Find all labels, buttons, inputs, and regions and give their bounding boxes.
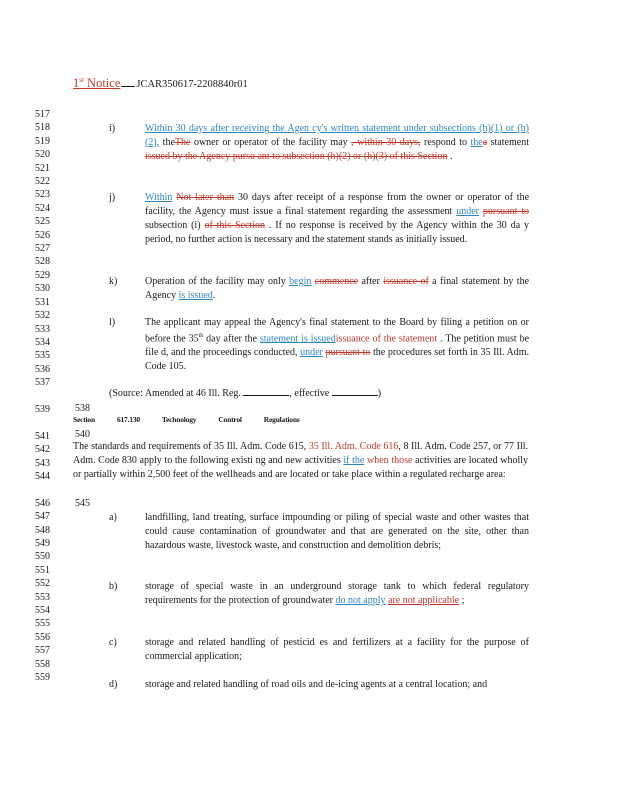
line-number: 519 xyxy=(35,135,50,147)
section-paragraph: The standards and requirements of 35 Ill. Adm. Code 615, 35 Ill. Adm. Code 616, 8 Ill. Adm. Code 257, or 77 Ill. Adm. Code 830 apply to the following existi ng and new activities if the when those activities are located wholly or partially within 2,500 feet of the wellheads and are located or take place within a regulated recharge area: xyxy=(73,441,528,480)
line-number: 530 xyxy=(35,283,50,295)
item-text: Within Not later than 30 days after receipt of a response from the owner or operator of the facility, the Agency must issue a final statement regarding the assessment under pursuant to subsection (i) of this Section . If no response is received by the Agency within the 30 da y period, no further action is necessary and the statement stands as initially issued. xyxy=(145,192,530,245)
blank-line xyxy=(243,386,289,396)
line-number xyxy=(35,390,50,403)
line-number: 554 xyxy=(35,605,50,617)
line-number: 521 xyxy=(35,162,50,174)
item-label: a) xyxy=(109,512,117,523)
item-text: The applicant may appeal the Agency's final statement to the Board by filing a petition on or before the 35th day after the statement is issuedissuance of the statement . The petition must be file d, and the proceedings conducted, under pursuant to the procedures set forth in 35 Ill. Adm. Code 105. xyxy=(145,317,530,373)
item-text: storage of special waste in an underground storage tank to which federal regulatory requirements for the protection of groundwater do not apply are not applicable ; xyxy=(145,581,529,606)
item-label: b) xyxy=(109,581,118,592)
item-label: c) xyxy=(109,637,117,648)
notice-label: 1st Notice xyxy=(73,76,121,91)
line-number: 525 xyxy=(35,216,50,228)
line-number xyxy=(35,416,50,429)
line-number: 543 xyxy=(35,457,50,469)
item-text: landfilling, land treating, surface impounding or piling of special waste and other wastes that could cause contamination of groundwater and that are generated on the site, other than hazardous waste, livestock waste, and construction and demolition debris; xyxy=(145,512,529,551)
line-number: 555 xyxy=(35,618,50,630)
line-number: 551 xyxy=(35,564,50,576)
line-number: 552 xyxy=(35,578,50,590)
line-number: 518 xyxy=(35,122,50,134)
line-number: 546 xyxy=(35,497,50,509)
line-number: 532 xyxy=(35,310,50,322)
item-text: Operation of the facility may only begin commence after issuance of a final statement by the Agency is issued. xyxy=(145,276,530,301)
item-label: l) xyxy=(109,317,116,328)
line-number: 549 xyxy=(35,538,50,549)
blank-line xyxy=(332,386,378,396)
line-number: 548 xyxy=(35,524,50,536)
line-number: 558 xyxy=(35,658,50,670)
line-numbers xyxy=(35,108,50,684)
line-number: 523 xyxy=(35,189,50,201)
line-number: 526 xyxy=(35,229,50,241)
line-number: 536 xyxy=(35,363,50,375)
line-number: 528 xyxy=(35,256,50,268)
line-number: 522 xyxy=(35,176,50,188)
document-code: JCAR350617-2208840r01 xyxy=(136,79,248,91)
item-text: storage and related handling of pesticid es and fertilizers at a facility for the purpose of commercial application; xyxy=(145,637,529,662)
line-number: 556 xyxy=(35,631,50,643)
item-label: j) xyxy=(109,192,116,203)
line-number: 544 xyxy=(35,470,50,482)
item-label: k) xyxy=(109,276,118,287)
line-number: 559 xyxy=(35,672,50,684)
line-number: 547 xyxy=(35,511,50,523)
line-number: 524 xyxy=(35,202,50,214)
line-number: 520 xyxy=(35,149,50,161)
line-number: 557 xyxy=(35,645,50,657)
line-number: 541 xyxy=(35,430,50,442)
line-number: 550 xyxy=(35,551,50,563)
line-number xyxy=(35,483,50,496)
document-page: 1st Notice JCAR350617-2208840r01 517 518 519 520 521 522 523 524 525 526 527 528 529 530 531 532 533 534 535 536 537 539 541 542 543 544 546 547 548 549 550 551 552 553 554 555 556 557 558 559 i) Within 30 days after receiving the Agen cy's written statement under subsections (h)(1) or (h)(2), theThe owner or operator of the facility may , within 30 days, respond to thea statement issued by the Agency pursu ant to subsection (h)(2) or (h)(3) of this Section . j) Within Not later than 30 days after receipt of a response from the owner or operator of the facility, the Agency must issue a final statement regarding the assessment under pursuant to subsection (i) of this Section . If no response is received by the Agency within the 30 da y period, no further action is necessary and the statement stands as initially issued. k) Operation of the facility may only begin commence after issuance of a final statement by the Agency is issued. l) The applicant may appeal the Agency's final statement to the Board by filing a petition on or before the 35th day after the statement is issuedissuance of the statement . The petition must be file d, and the proceedings conducted, under pursuant to the procedures set forth in 35 Ill. Adm. Code 105. (Source: Amended at 46 Ill. Reg. , effective ) 538 Section 617.130 Technology Control Regulations 540 The standards and requirements of 35 Ill. Adm. Code 615, 35 Ill. Adm. Code 616, 8 Ill. Adm. Code 257, or 77 Ill. Adm. Code 830 apply to the following existi ng and new activities if the when those activities are located wholly or partially within 2,500 feet of the wellheads and are located or take place within a regulated recharge area: 545 a) landfilling, land treating, surface impounding or piling of special waste and other wastes that could cause contamination of groundwater and that are generated on the site, other than hazardous waste, livestock waste, and construction and demolition debris; b) storage of special waste in an underground storage tank to which federal regulatory requirements for the protection of groundwater do not apply are not applicable ; c) storage and related handling of pesticid es and fertilizers at a facility for the purpose of commercial application; d) storage and related handling of road oils and de-icing agents at a central location; and xyxy=(35,76,530,690)
line-number: 527 xyxy=(35,243,50,255)
line-number: 517 xyxy=(35,109,50,120)
line-number: 533 xyxy=(35,323,50,335)
line-number: 537 xyxy=(35,377,50,389)
line-number: 553 xyxy=(35,591,50,603)
item-text: storage and related handling of road oils and de-icing agents at a central location; and xyxy=(145,679,488,690)
line-number: 529 xyxy=(35,269,50,281)
section-heading: Section 617.130 Technology Control Regulations xyxy=(73,415,300,424)
line-number: 542 xyxy=(35,444,50,456)
page-header xyxy=(73,76,248,91)
line-number: 531 xyxy=(35,296,50,308)
item-label: d) xyxy=(109,679,118,690)
line-number: 539 xyxy=(35,403,50,415)
item-text: Within 30 days after receiving the Agen cy's written statement under subsections (h)(1) or (h)(2), theThe owner or operator of the facility may , within 30 days, respond to thea statement issued by the Agency pursu ant to subsection (h)(2) or (h)(3) of this Section . xyxy=(145,123,529,162)
line-number: 535 xyxy=(35,350,50,362)
line-number: 534 xyxy=(35,336,50,348)
item-label: i) xyxy=(109,123,116,134)
header-underline xyxy=(121,85,135,87)
